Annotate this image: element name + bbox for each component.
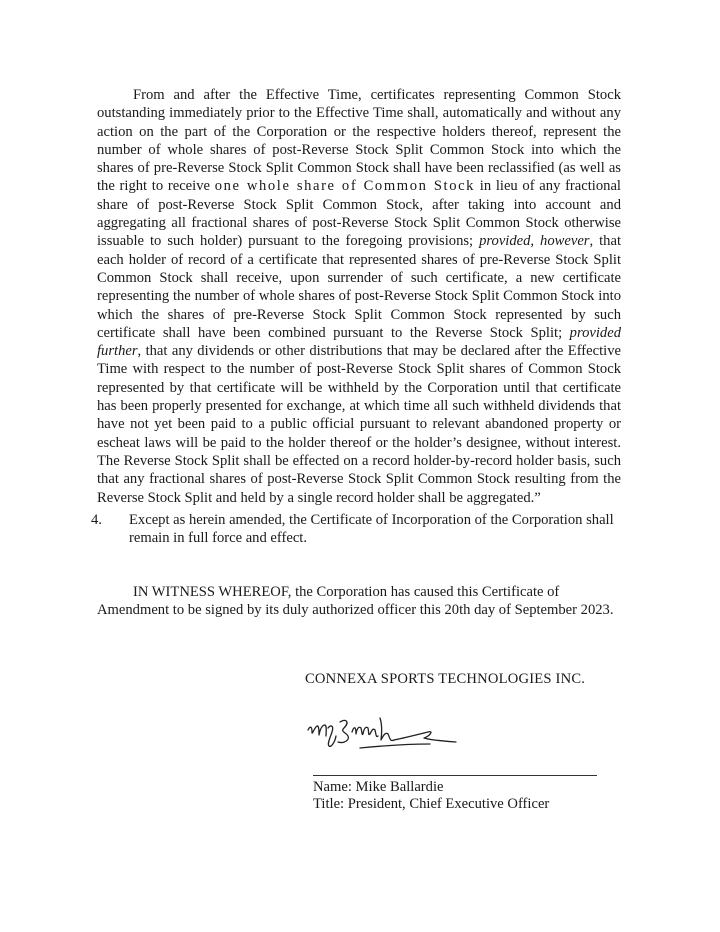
provided-further-italic: provided further — [97, 324, 621, 360]
provided-however-italic: provided, however — [479, 233, 590, 250]
paragraph-spaced-text: one whole share of Common Stock — [214, 178, 476, 195]
item-text: Except as herein amended, the Certificate of Incorporation of the Corporation shall remain in full force and effect. — [129, 512, 614, 547]
numbered-item-4 — [91, 511, 621, 548]
paragraph-text-3: , that each holder of record of a certificate that represented shares of pre-Reverse Stock Split Common Stock shall receive, upon surrender of such certificate, a new certificate representing the number of whole shares of post-Reverse Stock Split Common Stock into which the shares of pre-Reverse Stock Split Common Stock represented by such certificate shall have been combined pursuant to the Reverse Stock Split; — [97, 233, 622, 341]
handwritten-signature — [300, 708, 470, 760]
amendment-paragraph — [97, 86, 621, 507]
item-number: 4. — [91, 512, 102, 528]
signature-line — [313, 775, 597, 776]
witness-paragraph: IN WITNESS WHEREOF, the Corporation has caused this Certificate of Amendment to be signed by its duly authorized officer this 20th day of September 2023. — [97, 584, 614, 619]
signer-title: Title: President, Chief Executive Officer — [313, 796, 550, 812]
company-name: CONNEXA SPORTS TECHNOLOGIES INC. — [305, 671, 586, 687]
paragraph-text-2: in lieu of any fractional share of post-Reverse Stock Split Common Stock, after taking into account and aggregating all fractional shares of post-Reverse Stock Split Common Stock otherwise issuable to such holder) pursuant to the foregoing provisions; — [97, 178, 621, 250]
signer-name: Name: Mike Ballardie — [313, 779, 444, 795]
paragraph-text-4: , that any dividends or other distributions that may be declared after the Effective Time with respect to the number of post-Reverse Stock Split shares of Common Stock represented by that certificate will be withheld by the Corporation until that certificate has been properly presented for exchange, at which time all such withheld dividends that have not yet been paid to a public official pursuant to relevant abandoned property or escheat laws will be paid to the holder thereof or the holder’s designee, without interest. The Reverse Stock Split shall be effected on a record holder-by-record holder basis, such that any fractional shares of post-Reverse Stock Split Common Stock resulting from the Reverse Stock Split and held by a single record holder shall be aggregated.” — [97, 343, 621, 506]
paragraph-text-1: From and after the Effective Time, certificates representing Common Stock outstanding immediately prior to the Effective Time shall, automatically and without any action on the part of the Corporation or the respective holders thereof, represent the number of whole shares of post-Reverse Stock Split Common Stock into which the shares of pre-Reverse Stock Split Common Stock shall have been reclassified (as well as the right to receive — [97, 87, 621, 195]
